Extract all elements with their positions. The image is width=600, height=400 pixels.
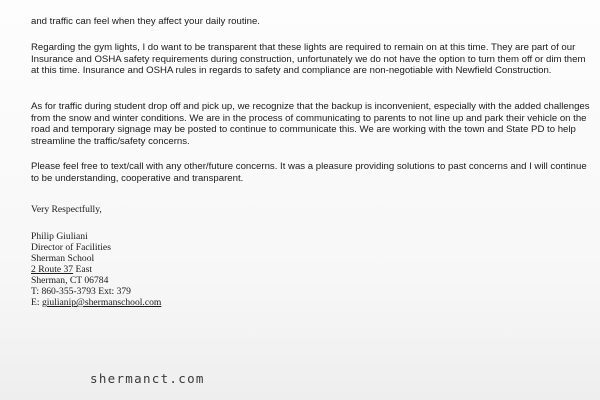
- letter-paragraph-contact: Please feel free to text/call with any other/future concerns. It was a pleasure providing solutions to past concerns and I will continue to be understanding, cooperative and transparent.: [31, 161, 587, 184]
- signature-name: Philip Giuliani: [31, 231, 88, 242]
- letter-paragraph-continuation: and traffic can feel when they affect your daily routine.: [31, 16, 260, 27]
- address-street-link[interactable]: 2 Route 37: [31, 264, 74, 275]
- signature-address-city: Sherman, CT 06784: [31, 275, 109, 286]
- signature-phone: T: 860-355-3793 Ext: 379: [31, 286, 131, 297]
- site-watermark: shermanct.com: [90, 371, 205, 386]
- signature-email: [31, 297, 161, 308]
- email-link[interactable]: giulianip@shermanschool.com: [41, 297, 162, 308]
- signature-organization: Sherman School: [31, 253, 95, 264]
- address-street-suffix: East: [73, 264, 93, 275]
- signature-block: [31, 231, 161, 308]
- email-prefix: E:: [31, 297, 42, 308]
- letter-paragraph-traffic: As for traffic during student drop off and pick up, we recognize that the backup is inconvenient, especially with the added challenges from the snow and winter conditions. We are in the process of communicating to parents to not line up and park their vehicle on the road and temporary signage may be posted to continue to communicate this. We are working with the town and State PD to help streamline the traffic/safety concerns.: [31, 101, 590, 147]
- letter-closing: Very Respectfully,: [31, 204, 102, 215]
- letter-paragraph-gym-lights: Regarding the gym lights, I do want to be transparent that these lights are required to remain on at this time. They are part of our Insurance and OSHA safety requirements during construction, unfortunately we do not have the option to turn them off or dim them at this time. Insurance and OSHA rules in regards to safety and compliance are non-negotiable with Newfield Construction.: [31, 42, 586, 77]
- signature-title: Director of Facilities: [31, 242, 111, 253]
- signature-address-street: [31, 264, 161, 275]
